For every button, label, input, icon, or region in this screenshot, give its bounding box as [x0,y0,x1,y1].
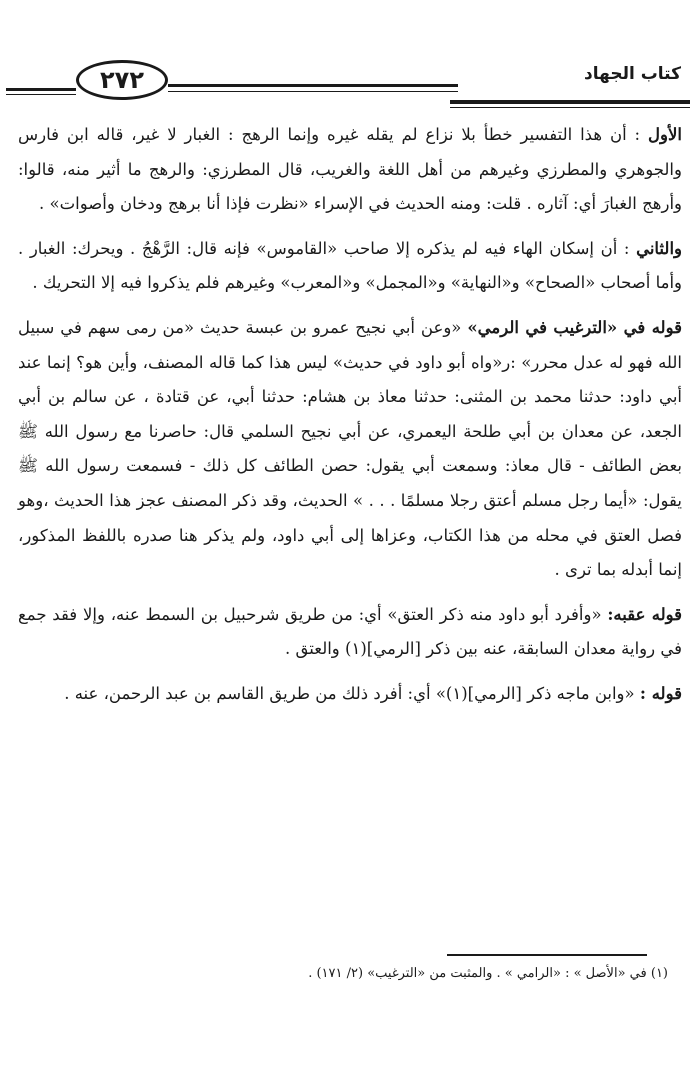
paragraph-1 [18,118,682,222]
page-header [0,60,699,116]
paragraph-5 [18,677,682,712]
book-title: كتاب الجهاد [473,64,681,84]
paragraph-3-lead: قوله في «الترغيب في الرمي» [467,317,682,337]
paragraph-3 [18,311,682,588]
paragraph-3-text: «وعن أبي نجيح عمرو بن عبسة حديث «من رمى سهم في سبيل الله فهو له عدل محرر» :ر«واه أبو داود في حديث» ليس هذا كما قاله المصنف، وأين هو؟ إنما عند أبي داود: حدثنا محمد بن المثنى: حدثنا معاذ بن هشام: حدثنا أبي، عن قتادة ، عن سالم بن أبي الجعد، عن معدان بن أبي طلحة اليعمري، عن أبي نجيح السلمي قال: حاصرنا مع رسول الله ﷺ بعض الطائف - قال معاذ: وسمعت أبي يقول: حصن الطائف كل ذلك - فسمعت رسول الله ﷺ يقول: «أيما رجل مسلم أعتق رجلا مسلمًا . . . » الحديث، وقد ذكر المصنف عجز هذا الحديث ،وهو فصل العتق في محله من هذا الكتاب، وعزاها إلى أبي داود، ولم يذكر هنا صدره باللفظ المذكور، إنما أبدله بما ترى . [18,317,682,580]
paragraph-4-text: «وأفرد أبو داود منه ذكر العتق» أي: من طريق شرحبيل بن السمط عنه، وإلا فقد جمع في رواية معدان السابقة، عنه بين ذكر [الرمي](١) والعتق . [18,604,682,659]
paragraph-4-lead: قوله عقبه: [607,604,683,624]
header-rule-left [6,88,76,91]
footnote-separator [447,954,647,956]
header-rule-middle [168,84,458,87]
paragraph-2-text: : أن إسكان الهاء فيه لم يذكره إلا صاحب «القاموس» فإنه قال: الرَّهْجُ . ويحرك: الغبار . وأما أصحاب «الصحاح» و«النهاية» و«المجمل» و«المعرب» وغيرهم فلم يذكروا فيه إلا التحريك . [18,238,682,293]
header-rule-right [450,100,690,104]
paragraph-5-lead: قوله : [639,683,682,703]
header-rule-right-thin [450,107,690,108]
footnote: (١) في «الأصل » : «الرامي » . والمثبت من «الترغيب» (٢/ ١٧١) . [308,966,668,981]
paragraph-2 [18,232,682,301]
header-rule-left-thin [6,94,76,95]
paragraph-5-text: «وابن ماجه ذكر [الرمي](١)» أي: أفرد ذلك من طريق القاسم بن عبد الرحمن، عنه . [64,683,635,703]
header-rule-middle-thin [168,91,458,92]
paragraph-4 [18,598,682,667]
main-text [18,118,682,722]
page-number: ٢٧٢ [76,60,168,100]
paragraph-1-lead: الأول [648,125,682,144]
paragraph-1-text: : أن هذا التفسير خطأ بلا نزاع لم يقله غيره وإنما الرهج : الغبار لا غير، قاله ابن فارس والجوهري والمطرزي وغيرهم من أهل اللغة والغريب، قال المطرزي: والرهج ما أثير منه، قالوا: وأرهج الغبارَ أي: آثاره . قلت: ومنه الحديث في الإسراء «نظرت فإذا أنا برهج ودخان وأصوات» . [18,125,682,214]
paragraph-2-lead: والثاني [636,238,682,258]
